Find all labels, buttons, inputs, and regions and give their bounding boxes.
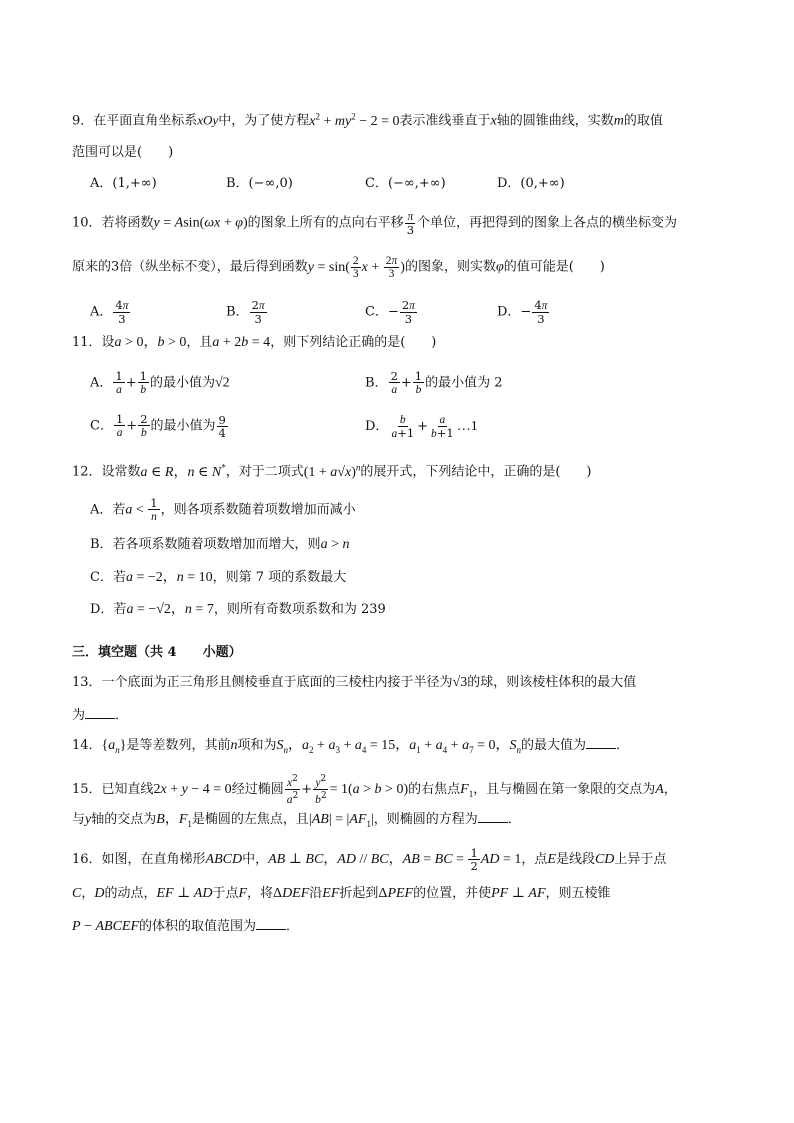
q9-line1: 9．在平面直角坐标系xOy中，为了使方程$x^2 + my^2 - 2 = 0$表示准线垂直于x轴的圆锥曲线，实数m的取值 xyxy=(72,111,663,129)
answer-blank[interactable] xyxy=(256,917,286,930)
q10-option-c: C．− $\frac{2\pi}{3}$ xyxy=(365,298,415,326)
q10-option-b: B． $\frac{2\pi}{3}$ xyxy=(226,298,265,326)
q11-option-b: B． $\frac{2}{a}$ + $\frac{1}{b}$ 的最小值为 2 xyxy=(365,369,503,396)
q16-line2: C，D的动点，EF ⊥ AD于点F，将ΔDEF沿EF折起到ΔPEF的位置，并使PF ⊥ AF，则五棱锥 xyxy=(72,886,611,901)
q10-option-a: A． $\frac{4\pi}{3}$ xyxy=(90,298,129,326)
q16-line3: P − ABCEF的体积的取值范围为 ． xyxy=(72,919,300,934)
q15-line1: 15．已知直线2x + y − 4 = 0经过椭圆 $\frac{x^2}{a^2}$ + $\frac{y^2}{b^2}$ = 1(a > b > 0)的右焦点$F_1$，且与椭圆在第一象限的交点为A， xyxy=(72,774,677,806)
q12-option-b: B．若各项系数随着项数增加而增大，则a > n xyxy=(90,537,350,552)
section-heading: 三．填空题（共 4 小题） xyxy=(72,645,242,660)
q9-option-c: C．(−∞,+∞) xyxy=(365,176,446,191)
q15-line2: 与y轴的交点为B，$F_1$是椭圆的左焦点，且$|AB| = |AF_1|$，则椭圆的方程为 ． xyxy=(72,812,521,829)
q10-line2: 原来的3倍（纵坐标不变），最后得到函数y = sin( $\frac{2}{3}$ x + $\frac{2\pi}{3}$ )的图象，则实数φ的值可能是( ) xyxy=(72,255,605,280)
q12-option-c: C．若a = −2，n = 10，则第 7 项的系数最大 xyxy=(90,570,347,585)
q9-option-d: D．(0,+∞) xyxy=(497,176,565,191)
q11-stem: 11．设a > 0，b > 0，且a + 2b = 4，则下列结论正确的是( ) xyxy=(72,335,437,350)
q9-line2: 范围可以是( ) xyxy=(72,145,174,160)
q10-option-d: D．− $\frac{4\pi}{3}$ xyxy=(497,298,548,326)
q13-line2: 为 ． xyxy=(72,708,129,723)
answer-blank[interactable] xyxy=(586,736,616,749)
answer-blank[interactable] xyxy=(85,706,115,719)
q9-option-a: A．(1,+∞) xyxy=(90,176,157,191)
q11-option-a: A． $\frac{1}{a}$ + $\frac{1}{b}$ 的最小值为√2 xyxy=(90,369,230,396)
q9-option-b: B．(−∞,0) xyxy=(226,176,293,191)
answer-blank[interactable] xyxy=(478,810,508,823)
q11-option-d: D． $\frac{b}{a+1}$ + $\frac{a}{b+1}$ …1 xyxy=(365,414,478,440)
q14-line: 14．$\{a_n\}$是等差数列，其前n项和为$S_n$，$a_2 + a_3 + a_4 = 15$，$a_1 + a_4 + a_7 = 0$，$S_n$的最大值为 ． xyxy=(72,738,630,755)
q16-line1: 16．如图，在直角梯形ABCD中，AB ⊥ BC，AD // BC，AB = BC = $\frac{1}{2}$ AD = 1，点E是线段CD上异于点 xyxy=(72,846,667,873)
q12-stem: 12．设常数a ∈ R，n ∈ N*，对于二项式$(1 + a√x)^n$的展开式，下列结论中，正确的是( ) xyxy=(72,462,592,480)
q13-line1: 13．一个底面为正三角形且侧棱垂直于底面的三棱柱内接于半径为√3的球，则该棱柱体积的最大值 xyxy=(72,675,637,690)
q10-line1: 10．若将函数y = Asin(ωx + φ)的图象上所有的点向右平移 $\frac{\pi}{3}$ 个单位，再把得到的图象上各点的横坐标变为 xyxy=(72,211,678,237)
q12-option-a: A．若a < $\frac{1}{n}$ ，则各项系数随着项数增加而减小 xyxy=(90,496,356,523)
q12-option-d: D．若a = −√2，n = 7，则所有奇数项系数和为 239 xyxy=(90,602,386,617)
q11-option-c: C． $\frac{1}{a}$ + $\frac{2}{b}$ 的最小值为 $\frac{9}{4}$ xyxy=(90,412,226,440)
